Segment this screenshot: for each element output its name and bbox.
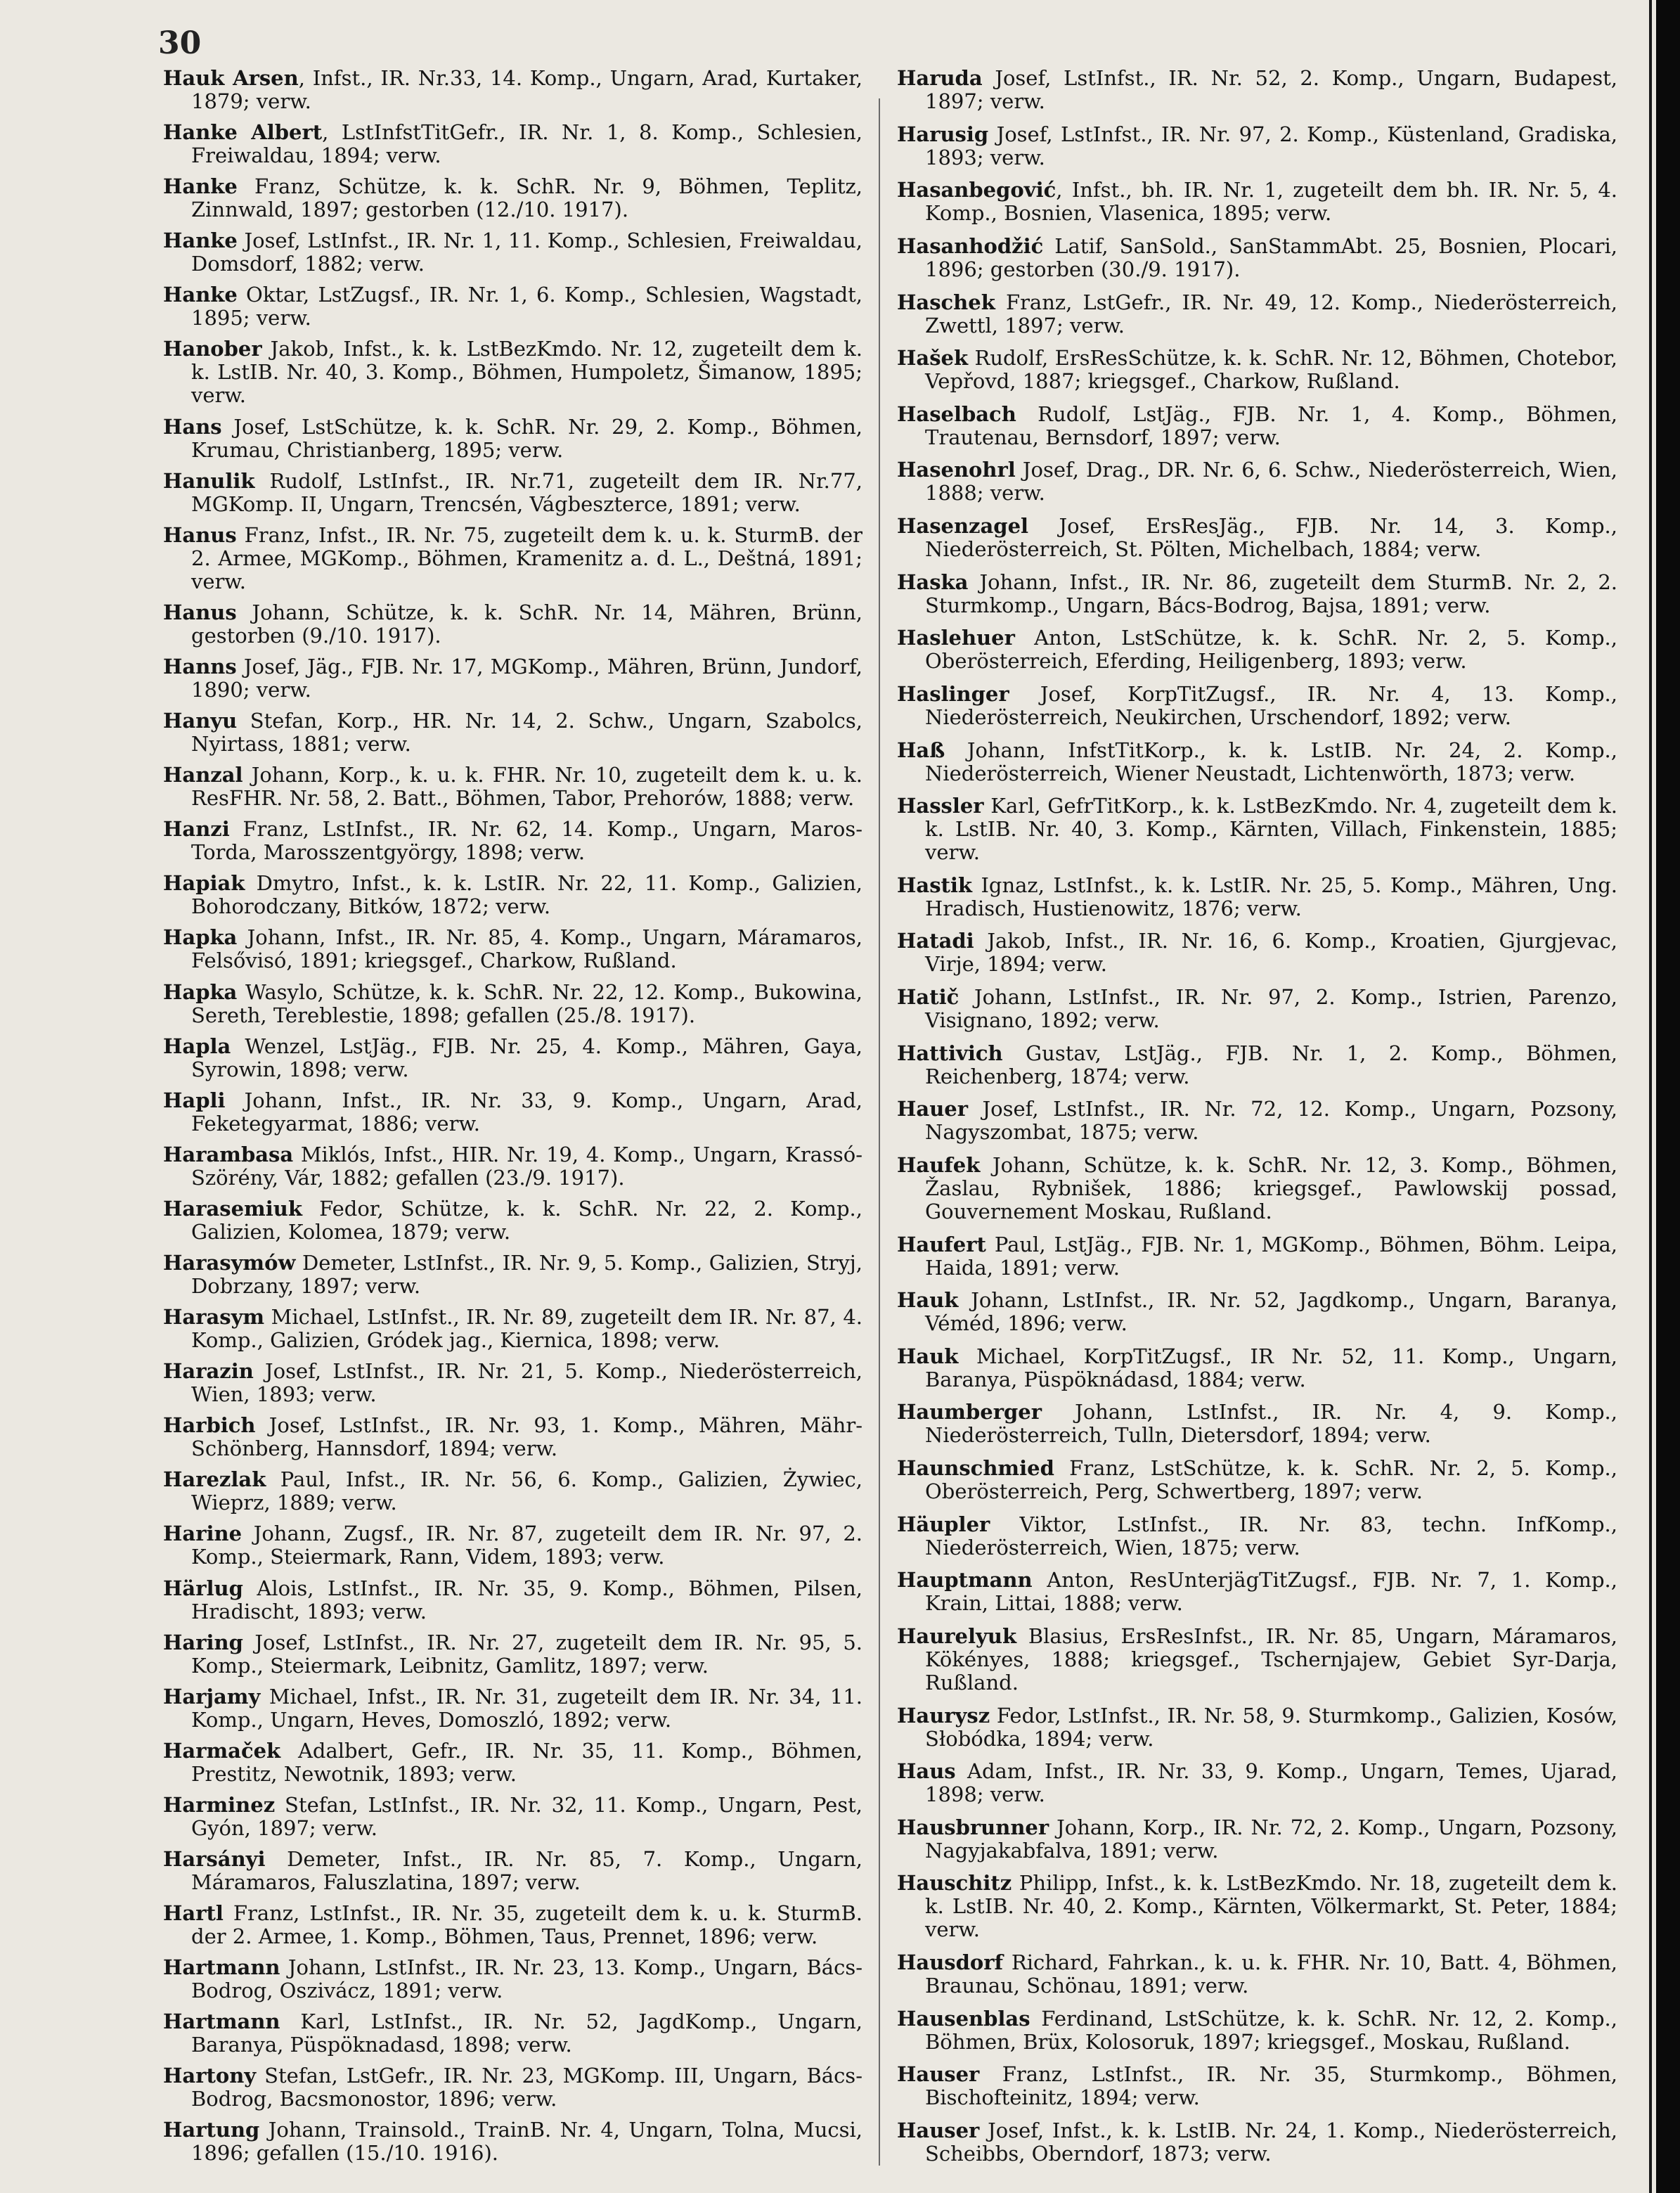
- entry-surname: Hauschitz: [897, 1871, 1012, 1896]
- entry-details: Latif, SanSold., SanStammAbt. 25, Bosnien, Plocari, 1896; gestorben (30./9. 1917).: [925, 233, 1617, 281]
- register-entry: [897, 1569, 1617, 1615]
- register-entry: [163, 283, 862, 330]
- entry-details: Michael, KorpTitZugsf., IR Nr. 52, 11. Komp., Ungarn, Baranya, Püspöknádasd, 1884; verw.: [925, 1344, 1617, 1391]
- entry-surname: Haring: [163, 1630, 243, 1654]
- entry-surname: Hanke Albert: [163, 120, 323, 145]
- entry-surname: Harbich: [163, 1413, 256, 1438]
- entry-surname: Hapli: [163, 1088, 226, 1112]
- register-entry: [163, 1360, 862, 1406]
- entry-surname: Haumberger: [897, 1400, 1042, 1425]
- register-entry: [163, 655, 862, 702]
- register-entry: [163, 1685, 862, 1732]
- register-entry: [163, 1035, 862, 1081]
- entry-surname: Harasymów: [163, 1250, 296, 1275]
- entry-surname: Hanzi: [163, 817, 230, 842]
- entry-details: Franz, LstInfst., IR. Nr. 62, 14. Komp., Ungarn, Maros-Torda, Marosszentgyörgy, 1898; verw.: [191, 817, 862, 865]
- entry-details: Wenzel, LstJäg., FJB. Nr. 25, 4. Komp., Mähren, Gaya, Syrowin, 1898; verw.: [191, 1034, 862, 1081]
- entry-surname: Hartony: [163, 2064, 257, 2088]
- register-entry: [163, 1306, 862, 1352]
- entry-surname: Hartl: [163, 1901, 224, 1926]
- entry-surname: Hanyu: [163, 709, 238, 733]
- register-entry: [163, 416, 862, 462]
- entry-details: Ferdinand, LstSchütze, k. k. SchR. Nr. 12, 2. Komp., Böhmen, Brüx, Kolosoruk, 1897; kriegsgef., Moskau, Rußland.: [925, 2006, 1617, 2054]
- entry-details: Viktor, LstInfst., IR. Nr. 83, techn. InfKomp., Niederösterreich, Wien, 1875; verw.: [925, 1512, 1617, 1559]
- register-entry: [163, 1794, 862, 1840]
- entry-surname: Hartmann: [163, 1955, 280, 1980]
- register-entry: [897, 291, 1617, 337]
- entry-surname: Haschek: [897, 290, 995, 314]
- entry-surname: Hauk: [897, 1288, 959, 1313]
- entry-details: Jakob, Infst., k. k. LstBezKmdo. Nr. 12, zugeteilt dem k. k. LstIB. Nr. 40, 3. Komp., Böhmen, Humpoletz, Šimanow, 1895; verw.: [191, 337, 862, 408]
- register-entry: [163, 121, 862, 167]
- entry-details: Johann, Korp., IR. Nr. 72, 2. Komp., Ungarn, Pozsony, Nagyjakabfalva, 1891; verw.: [925, 1815, 1617, 1863]
- register-entry: [163, 1252, 862, 1298]
- entry-surname: Haurelyuk: [897, 1623, 1017, 1648]
- entry-surname: Haslinger: [897, 681, 1009, 706]
- entry-surname: Hanus: [163, 600, 237, 624]
- entry-details: Ignaz, LstInfst., k. k. LstIR. Nr. 25, 5. Komp., Mähren, Ung. Hradisch, Hustienowitz, 1876; verw.: [925, 873, 1617, 920]
- entry-details: Johann, InfstTitKorp., k. k. LstIB. Nr. 24, 2. Komp., Niederösterreich, Wiener Neustadt, Lichtenwörth, 1873; verw.: [925, 738, 1617, 785]
- entry-surname: Hanke: [163, 283, 238, 307]
- register-entry: [897, 1098, 1617, 1144]
- register-entry: [897, 347, 1617, 393]
- entry-surname: Haufert: [897, 1232, 986, 1256]
- entry-details: Josef, LstInfst., IR. Nr. 52, 2. Komp., Ungarn, Budapest, 1897; verw.: [925, 67, 1617, 113]
- entry-details: Karl, GefrTitKorp., k. k. LstBezKmdo. Nr. 4, zugeteilt dem k. k. LstIB. Nr. 40, 3. Komp., Kärnten, Villach, Finkenstein, 1885; verw.: [925, 794, 1617, 865]
- register-entry: [897, 515, 1617, 561]
- register-entry: [163, 1414, 862, 1460]
- entry-details: Johann, LstInfst., IR. Nr. 4, 9. Komp., Niederösterreich, Tulln, Dietersdorf, 1894; verw.: [925, 1400, 1617, 1448]
- register-entry: [897, 571, 1617, 617]
- entry-surname: Harine: [163, 1522, 243, 1546]
- register-entry: [163, 2118, 862, 2165]
- entry-surname: Hasenzagel: [897, 514, 1029, 538]
- entry-details: Josef, Jäg., FJB. Nr. 17, MGKomp., Mähren, Brünn, Jundorf, 1890; verw.: [191, 654, 862, 702]
- entry-surname: Harasemiuk: [163, 1196, 302, 1221]
- page-number: 30: [158, 25, 202, 61]
- register-entry: [163, 1739, 862, 1786]
- entry-details: Miklós, Infst., HIR. Nr. 19, 4. Komp., Ungarn, Krassó-Szörény, Vár, 1882; gefallen (23./9. 1917).: [191, 1142, 862, 1190]
- register-entry: [163, 337, 862, 407]
- entry-details: Paul, Infst., IR. Nr. 56, 6. Komp., Galizien, Żywiec, Wieprz, 1889; verw.: [191, 1467, 862, 1515]
- entry-surname: Harmaček: [163, 1738, 281, 1763]
- register-entry: [163, 1848, 862, 1894]
- entry-details: , Infst., IR. Nr.33, 14. Komp., Ungarn, Arad, Kurtaker, 1879; verw.: [191, 67, 862, 113]
- register-entry: [163, 981, 862, 1027]
- register-entry: [163, 524, 862, 593]
- right-column: [897, 67, 1617, 2166]
- entry-details: Franz, LstInfst., IR. Nr. 35, Sturmkomp., Böhmen, Bischofteinitz, 1894; verw.: [925, 2062, 1617, 2110]
- entry-surname: Hattivich: [897, 1041, 1003, 1065]
- page-edge-line: [1649, 0, 1652, 2193]
- entry-surname: Hausdorf: [897, 1950, 1003, 1974]
- entry-details: Richard, Fahrkan., k. u. k. FHR. Nr. 10, Batt. 4, Böhmen, Braunau, Schönau, 1891; verw.: [925, 1950, 1617, 1998]
- entry-details: Wasylo, Schütze, k. k. SchR. Nr. 22, 12. Komp., Bukowina, Sereth, Tereblestie, 1898; gefallen (25./8. 1917).: [191, 979, 862, 1027]
- entry-details: Oktar, LstZugsf., IR. Nr. 1, 6. Komp., Schlesien, Wagstadt, 1895; verw.: [191, 283, 862, 330]
- entry-surname: Hans: [163, 414, 222, 439]
- register-entry: [897, 1154, 1617, 1223]
- entry-surname: Haß: [897, 738, 945, 762]
- entry-surname: Hatič: [897, 985, 959, 1009]
- entry-details: Johann, Infst., IR. Nr. 86, zugeteilt dem SturmB. Nr. 2, 2. Sturmkomp., Ungarn, Bács-Bodrog, Bajsa, 1891; verw.: [925, 570, 1617, 617]
- entry-details: Philipp, Infst., k. k. LstBezKmdo. Nr. 18, zugeteilt dem k. k. LstIB. Nr. 40, 2. Komp., Kärnten, Völkermarkt, St. Peter, 1884; verw.: [925, 1871, 1617, 1942]
- entry-details: Johann, Schütze, k. k. SchR. Nr. 14, Mähren, Brünn, gestorben (9./10. 1917).: [191, 600, 862, 648]
- register-entry: [163, 1468, 862, 1514]
- entry-surname: Harasym: [163, 1305, 265, 1330]
- register-entry: [897, 2007, 1617, 2054]
- entry-details: Anton, ResUnterjägTitZugsf., FJB. Nr. 7, 1. Komp., Krain, Littai, 1888; verw.: [925, 1568, 1617, 1616]
- entry-surname: Hausbrunner: [897, 1815, 1049, 1839]
- entry-details: Jakob, Infst., IR. Nr. 16, 6. Komp., Kroatien, Gjurgjevac, Virje, 1894; verw.: [925, 929, 1617, 977]
- register-entry: [897, 1513, 1617, 1559]
- register-entry: [897, 1289, 1617, 1335]
- register-entry: [897, 235, 1617, 281]
- register-entry: [163, 818, 862, 864]
- register-entry: [897, 626, 1617, 673]
- entry-details: Johann, LstInfst., IR. Nr. 23, 13. Komp., Ungarn, Bács-Bodrog, Oszivácz, 1891; verw.: [191, 1955, 862, 2003]
- left-column: [163, 67, 862, 2166]
- entry-surname: Hapka: [163, 925, 238, 950]
- entry-details: Josef, LstInfst., IR. Nr. 72, 12. Komp., Ungarn, Pozsony, Nagyszombat, 1875; verw.: [925, 1097, 1617, 1145]
- entry-surname: Hanzal: [163, 763, 243, 787]
- entry-surname: Härlug: [163, 1576, 243, 1600]
- entry-details: Franz, LstInfst., IR. Nr. 35, zugeteilt dem k. u. k. SturmB. der 2. Armee, 1. Komp., Böhmen, Taus, Prennet, 1896; verw.: [191, 1901, 862, 1949]
- entry-details: Michael, LstInfst., IR. Nr. 89, zugeteilt dem IR. Nr. 87, 4. Komp., Galizien, Gródek jag., Kiernica, 1898; verw.: [191, 1305, 862, 1353]
- entry-details: Josef, LstInfst., IR. Nr. 27, zugeteilt dem IR. Nr. 95, 5. Komp., Steiermark, Leibnitz, Gamlitz, 1897; verw.: [191, 1630, 862, 1678]
- register-entry: [163, 1956, 862, 2002]
- register-entry: [163, 764, 862, 810]
- entry-surname: Hauk: [897, 1344, 959, 1368]
- entry-surname: Hastik: [897, 873, 973, 897]
- register-entry: [897, 1625, 1617, 1694]
- entry-details: Rudolf, ErsResSchütze, k. k. SchR. Nr. 12, Böhmen, Chotebor, Vepřovd, 1887; kriegsgef., Charkow, Rußland.: [925, 346, 1617, 394]
- register-entry: [897, 1401, 1617, 1447]
- entry-details: Johann, LstInfst., IR. Nr. 97, 2. Komp., Istrien, Parenzo, Visignano, 1892; verw.: [925, 985, 1617, 1032]
- register-entry: [897, 403, 1617, 449]
- entry-details: Josef, LstInfst., IR. Nr. 93, 1. Komp., Mähren, Mähr-Schönberg, Hannsdorf, 1894; verw.: [191, 1413, 862, 1461]
- register-entry: [163, 601, 862, 648]
- register-entry: [163, 470, 862, 516]
- entry-details: Blasius, ErsResInfst., IR. Nr. 85, Ungarn, Máramaros, Kökényes, 1888; kriegsgef., Tschernjajew, Gebiet Syr-Darja, Rußland.: [925, 1623, 1617, 1694]
- entry-details: Franz, LstGefr., IR. Nr. 49, 12. Komp., Niederösterreich, Zwettl, 1897; verw.: [925, 290, 1617, 337]
- entry-surname: Haurysz: [897, 1703, 990, 1728]
- entry-surname: Haska: [897, 570, 969, 594]
- entry-details: Josef, LstInfst., IR. Nr. 1, 11. Komp., Schlesien, Freiwaldau, Domsdorf, 1882; verw.: [191, 229, 862, 276]
- register-entry: [897, 739, 1617, 785]
- entry-surname: Hassler: [897, 794, 984, 818]
- entry-details: Johann, LstInfst., IR. Nr. 52, Jagdkomp., Ungarn, Baranya, Véméd, 1896; verw.: [925, 1288, 1617, 1336]
- entry-details: Adam, Infst., IR. Nr. 33, 9. Komp., Ungarn, Temes, Ujarad, 1898; verw.: [925, 1759, 1617, 1807]
- entry-details: Josef, LstSchütze, k. k. SchR. Nr. 29, 2. Komp., Böhmen, Krumau, Christianberg, 1895; verw.: [191, 414, 862, 462]
- register-entry: [163, 175, 862, 221]
- entry-details: Dmytro, Infst., k. k. LstIR. Nr. 22, 11. Komp., Galizien, Bohorodczany, Bitków, 1872; verw.: [191, 871, 862, 919]
- entry-surname: Hasanhodžić: [897, 233, 1044, 258]
- register-entry: [163, 1902, 862, 1948]
- register-entry: [897, 1872, 1617, 1941]
- register-entry: [897, 683, 1617, 729]
- entry-details: Josef, ErsResJäg., FJB. Nr. 14, 3. Komp., Niederösterreich, St. Pölten, Michelbach, 1884; verw.: [925, 514, 1617, 561]
- entry-details: Stefan, Korp., HR. Nr. 14, 2. Schw., Ungarn, Szabolcs, Nyirtass, 1881; verw.: [191, 709, 862, 757]
- entry-surname: Harusig: [897, 122, 989, 146]
- register-entry: [897, 123, 1617, 169]
- column-divider: [879, 98, 880, 2166]
- entry-surname: Hasanbegović: [897, 178, 1057, 202]
- page-edge-shadow: [1656, 0, 1680, 2193]
- entry-surname: Harminez: [163, 1792, 276, 1817]
- entry-surname: Harjamy: [163, 1684, 261, 1709]
- entry-surname: Haruda: [897, 67, 983, 90]
- entry-surname: Hapiak: [163, 871, 245, 896]
- entry-details: Alois, LstInfst., IR. Nr. 35, 9. Komp., Böhmen, Pilsen, Hradischt, 1893; verw.: [191, 1576, 862, 1623]
- entry-details: , Infst., bh. IR. Nr. 1, zugeteilt dem bh. IR. Nr. 5, 4. Komp., Bosnien, Vlasenica, 1895; verw.: [925, 178, 1617, 226]
- entry-details: Michael, Infst., IR. Nr. 31, zugeteilt dem IR. Nr. 34, 11. Komp., Ungarn, Heves, Domoszló, 1892; verw.: [191, 1684, 862, 1732]
- entry-details: Fedor, LstInfst., IR. Nr. 58, 9. Sturmkomp., Galizien, Kosów, Słobódka, 1894; verw.: [925, 1703, 1617, 1751]
- entry-details: Karl, LstInfst., IR. Nr. 52, JagdKomp., Ungarn, Baranya, Püspöknadasd, 1898; verw.: [191, 2009, 862, 2057]
- entry-surname: Harsányi: [163, 1847, 266, 1871]
- entry-details: Rudolf, LstInfst., IR. Nr.71, zugeteilt dem IR. Nr.77, MGKomp. II, Ungarn, Trencsén, Vágbeszterce, 1891; verw.: [191, 468, 862, 516]
- register-entry: [163, 1577, 862, 1623]
- entry-surname: Haselbach: [897, 401, 1016, 426]
- register-entry: [897, 2063, 1617, 2109]
- entry-details: Johann, Trainsold., TrainB. Nr. 4, Ungarn, Tolna, Mucsi, 1896; gefallen (15./10. 1916).: [191, 2118, 862, 2166]
- register-entry: [897, 986, 1617, 1032]
- entry-details: Josef, LstInfst., IR. Nr. 21, 5. Komp., Niederösterreich, Wien, 1893; verw.: [191, 1359, 862, 1407]
- entry-details: Johann, Schütze, k. k. SchR. Nr. 12, 3. Komp., Böhmen, Žaslau, Rybnišek, 1886; kriegsgef., Pawlowskij possad, Gouvernement Moskau, Rußland.: [925, 1152, 1617, 1223]
- entry-surname: Hausenblas: [897, 2006, 1030, 2031]
- entry-surname: Hartmann: [163, 2009, 280, 2034]
- register-entry: [163, 1631, 862, 1678]
- entry-surname: Hašek: [897, 346, 969, 371]
- entry-details: Paul, LstJäg., FJB. Nr. 1, MGKomp., Böhmen, Böhm. Leipa, Haida, 1891; verw.: [925, 1232, 1617, 1280]
- register-entry: [163, 1197, 862, 1244]
- entry-surname: Hanke: [163, 174, 238, 199]
- entry-surname: Hauk Arsen: [163, 67, 299, 90]
- entry-details: Demeter, Infst., IR. Nr. 85, 7. Komp., Ungarn, Máramaros, Faluszlatina, 1897; verw.: [191, 1847, 862, 1894]
- entry-surname: Hauptmann: [897, 1568, 1033, 1593]
- entry-surname: Häupler: [897, 1512, 990, 1536]
- register-entry: [897, 1042, 1617, 1088]
- entry-surname: Haslehuer: [897, 626, 1015, 650]
- entry-surname: Hanulik: [163, 468, 255, 493]
- entry-surname: Hauser: [897, 2062, 980, 2087]
- entry-details: Johann, Infst., IR. Nr. 85, 4. Komp., Ungarn, Máramaros, Felsővisó, 1891; kriegsgef., Charkow, Rußland.: [191, 925, 862, 973]
- register-entry: [163, 67, 862, 113]
- register-entry: [897, 179, 1617, 225]
- register-entry: [897, 1760, 1617, 1806]
- entry-details: Josef, KorpTitZugsf., IR. Nr. 4, 13. Komp., Niederösterreich, Neukirchen, Urschendorf, 1892; verw.: [925, 681, 1617, 729]
- entry-surname: Hanke: [163, 229, 238, 253]
- entry-surname: Haus: [897, 1759, 956, 1784]
- register-entry: [897, 2119, 1617, 2166]
- register-entry: [163, 2064, 862, 2111]
- entry-surname: Hapka: [163, 979, 238, 1004]
- entry-details: Franz, Infst., IR. Nr. 75, zugeteilt dem k. u. k. SturmB. der 2. Armee, MGKomp., Böhmen, Kramenitz a. d. L., Deštná, 1891; verw.: [191, 522, 862, 593]
- entry-surname: Hanns: [163, 654, 237, 679]
- entry-details: Rudolf, LstJäg., FJB. Nr. 1, 4. Komp., Böhmen, Trautenau, Bernsdorf, 1897; verw.: [925, 401, 1617, 449]
- entry-surname: Harezlak: [163, 1467, 266, 1492]
- entry-surname: Harambasa: [163, 1142, 294, 1166]
- entry-details: Demeter, LstInfst., IR. Nr. 9, 5. Komp., Galizien, Stryj, Dobrzany, 1897; verw.: [191, 1250, 862, 1298]
- entry-surname: Hapla: [163, 1034, 231, 1058]
- entry-details: , LstInfstTitGefr., IR. Nr. 1, 8. Komp., Schlesien, Freiwaldau, 1894; verw.: [191, 120, 862, 168]
- register-entry: [163, 1089, 862, 1136]
- register-entry: [897, 1816, 1617, 1863]
- entry-details: Josef, Infst., k. k. LstIB. Nr. 24, 1. Komp., Niederösterreich, Scheibbs, Oberndorf, 1873; verw.: [925, 2118, 1617, 2166]
- entry-surname: Hartung: [163, 2118, 260, 2142]
- register-entry: [897, 795, 1617, 864]
- register-entry: [897, 1233, 1617, 1280]
- entry-details: Gustav, LstJäg., FJB. Nr. 1, 2. Komp., Böhmen, Reichenberg, 1874; verw.: [925, 1041, 1617, 1088]
- entry-details: Stefan, LstGefr., IR. Nr. 23, MGKomp. III, Ungarn, Bács-Bodrog, Bacsmonostor, 1896; verw.: [191, 2064, 862, 2111]
- entry-surname: Hanus: [163, 522, 237, 547]
- entry-surname: Hanober: [163, 337, 262, 361]
- entry-details: Johann, Infst., IR. Nr. 33, 9. Komp., Ungarn, Arad, Feketegyarmat, 1886; verw.: [191, 1088, 862, 1136]
- register-entry: [163, 2010, 862, 2057]
- register-entry: [163, 229, 862, 276]
- register-entry: [897, 67, 1617, 113]
- register-entry: [897, 458, 1617, 505]
- entry-surname: Hauser: [897, 2118, 980, 2142]
- register-entry: [897, 1951, 1617, 1998]
- register-entry: [163, 872, 862, 918]
- entry-surname: Haufek: [897, 1152, 981, 1177]
- entry-surname: Harazin: [163, 1359, 254, 1384]
- entry-details: Josef, LstInfst., IR. Nr. 97, 2. Komp., Küstenland, Gradiska, 1893; verw.: [925, 122, 1617, 169]
- register-entry: [163, 926, 862, 972]
- entry-details: Adalbert, Gefr., IR. Nr. 35, 11. Komp., Böhmen, Prestitz, Newotnik, 1893; verw.: [191, 1738, 862, 1786]
- register-entry: [897, 1345, 1617, 1391]
- entry-surname: Hauer: [897, 1097, 969, 1121]
- entry-details: Johann, Korp., k. u. k. FHR. Nr. 10, zugeteilt dem k. u. k. ResFHR. Nr. 58, 2. Batt., Böhmen, Tabor, Prehorów, 1888; verw.: [191, 763, 862, 811]
- entry-surname: Hasenohrl: [897, 458, 1016, 482]
- entry-surname: Haunschmied: [897, 1456, 1054, 1480]
- register-entry: [897, 1457, 1617, 1503]
- entry-details: Josef, Drag., DR. Nr. 6, 6. Schw., Niederösterreich, Wien, 1888; verw.: [925, 458, 1617, 506]
- entry-details: Anton, LstSchütze, k. k. SchR. Nr. 2, 5. Komp., Oberösterreich, Eferding, Heiligenberg, 1893; verw.: [925, 626, 1617, 674]
- register-entry: [163, 1143, 862, 1190]
- entry-surname: Hatadi: [897, 929, 974, 953]
- register-entry: [163, 709, 862, 756]
- register-entry: [897, 874, 1617, 920]
- entry-details: Franz, LstSchütze, k. k. SchR. Nr. 2, 5. Komp., Oberösterreich, Perg, Schwertberg, 1897; verw.: [925, 1456, 1617, 1503]
- register-entry: [163, 1522, 862, 1569]
- entry-details: Stefan, LstInfst., IR. Nr. 32, 11. Komp., Ungarn, Pest, Gyón, 1897; verw.: [191, 1792, 862, 1840]
- entry-details: Fedor, Schütze, k. k. SchR. Nr. 22, 2. Komp., Galizien, Kolomea, 1879; verw.: [191, 1196, 862, 1244]
- register-entry: [897, 930, 1617, 976]
- register-entry: [897, 1704, 1617, 1751]
- entry-details: Franz, Schütze, k. k. SchR. Nr. 9, Böhmen, Teplitz, Zinnwald, 1897; gestorben (12./10. 1917).: [191, 174, 862, 222]
- entry-details: Johann, Zugsf., IR. Nr. 87, zugeteilt dem IR. Nr. 97, 2. Komp., Steiermark, Rann, Videm, 1893; verw.: [191, 1522, 862, 1569]
